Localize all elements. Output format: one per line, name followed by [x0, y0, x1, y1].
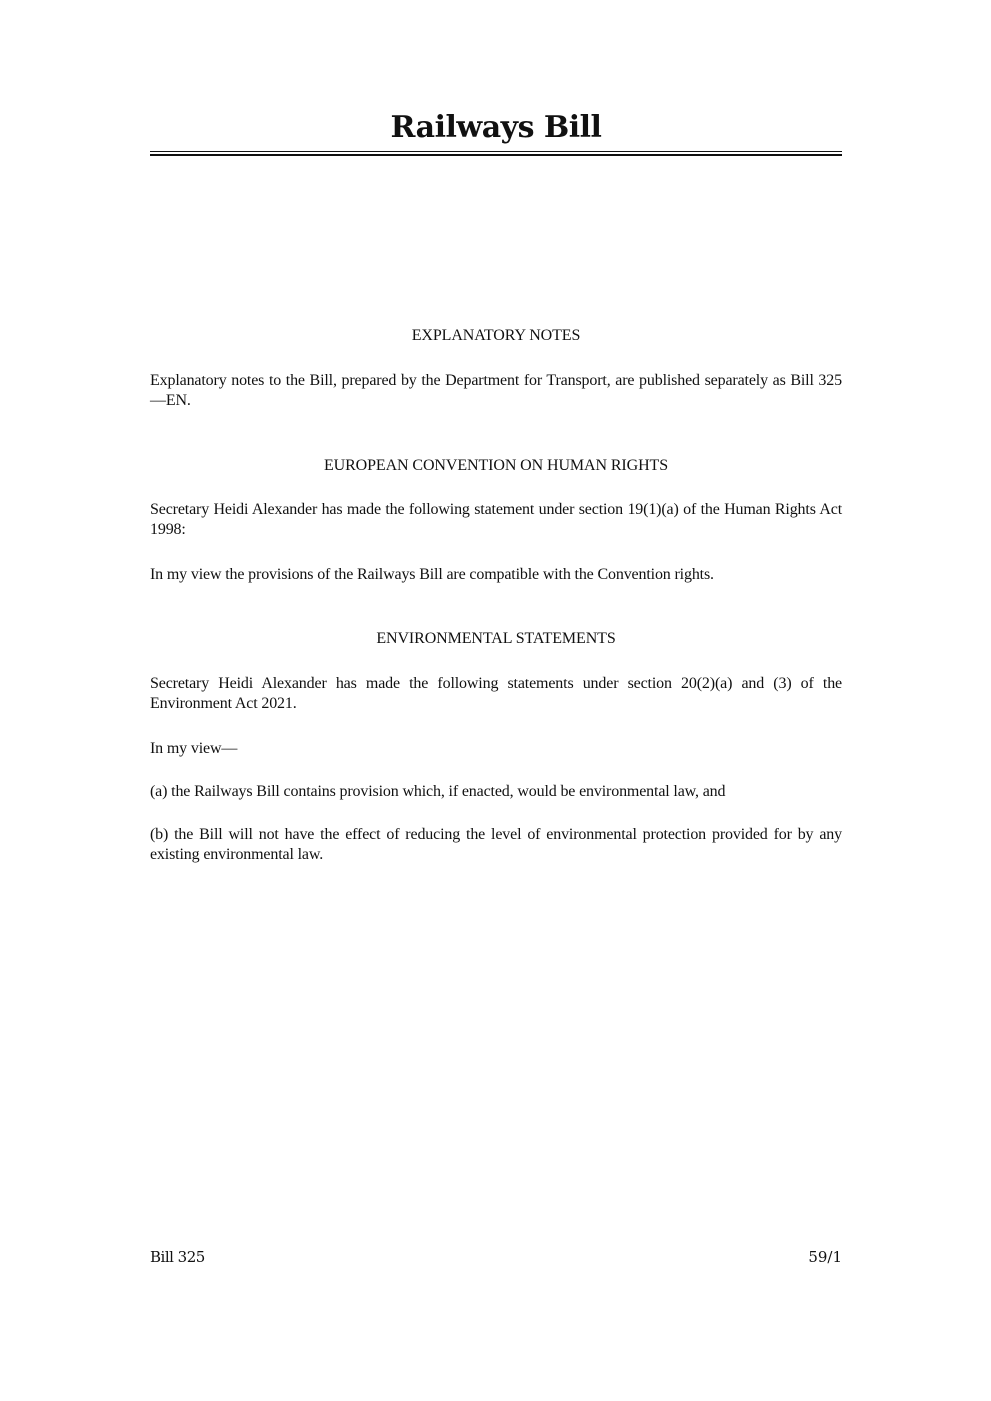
- heading-echr: EUROPEAN CONVENTION ON HUMAN RIGHTS: [323, 457, 669, 474]
- title-rule-thick: [150, 154, 842, 156]
- paragraph-explanatory-notes: Explanatory notes to the Bill, prepared by the Department for Transport, are published separately as Bill 325—EN.: [150, 372, 842, 409]
- footer-page-ref: 59/1: [808, 1248, 842, 1266]
- paragraph-item-b: (b) the Bill will not have the effect of reducing the level of environmental protection provided for by any existing environmental law.: [150, 826, 842, 863]
- paragraph-echr-view: In my view the provisions of the Railways Bill are compatible with the Convention rights.: [150, 566, 714, 583]
- paragraph-environmental-statement: Secretary Heidi Alexander has made the following statements under section 20(2)(a) and (3) of the Environment Act 2021.: [150, 675, 842, 712]
- footer-bill-number: Bill 325: [150, 1248, 205, 1266]
- heading-environmental: ENVIRONMENTAL STATEMENTS: [376, 630, 616, 647]
- paragraph-item-a: (a) the Railways Bill contains provision which, if enacted, would be environmental law, and: [150, 783, 726, 800]
- heading-explanatory-notes: EXPLANATORY NOTES: [411, 327, 581, 344]
- title-rule-thin: [150, 151, 842, 152]
- paragraph-echr-statement: Secretary Heidi Alexander has made the following statement under section 19(1)(a) of the Human Rights Act 1998:: [150, 501, 842, 538]
- document-title: Railways Bill: [390, 110, 602, 145]
- paragraph-in-my-view: In my view—: [150, 740, 238, 757]
